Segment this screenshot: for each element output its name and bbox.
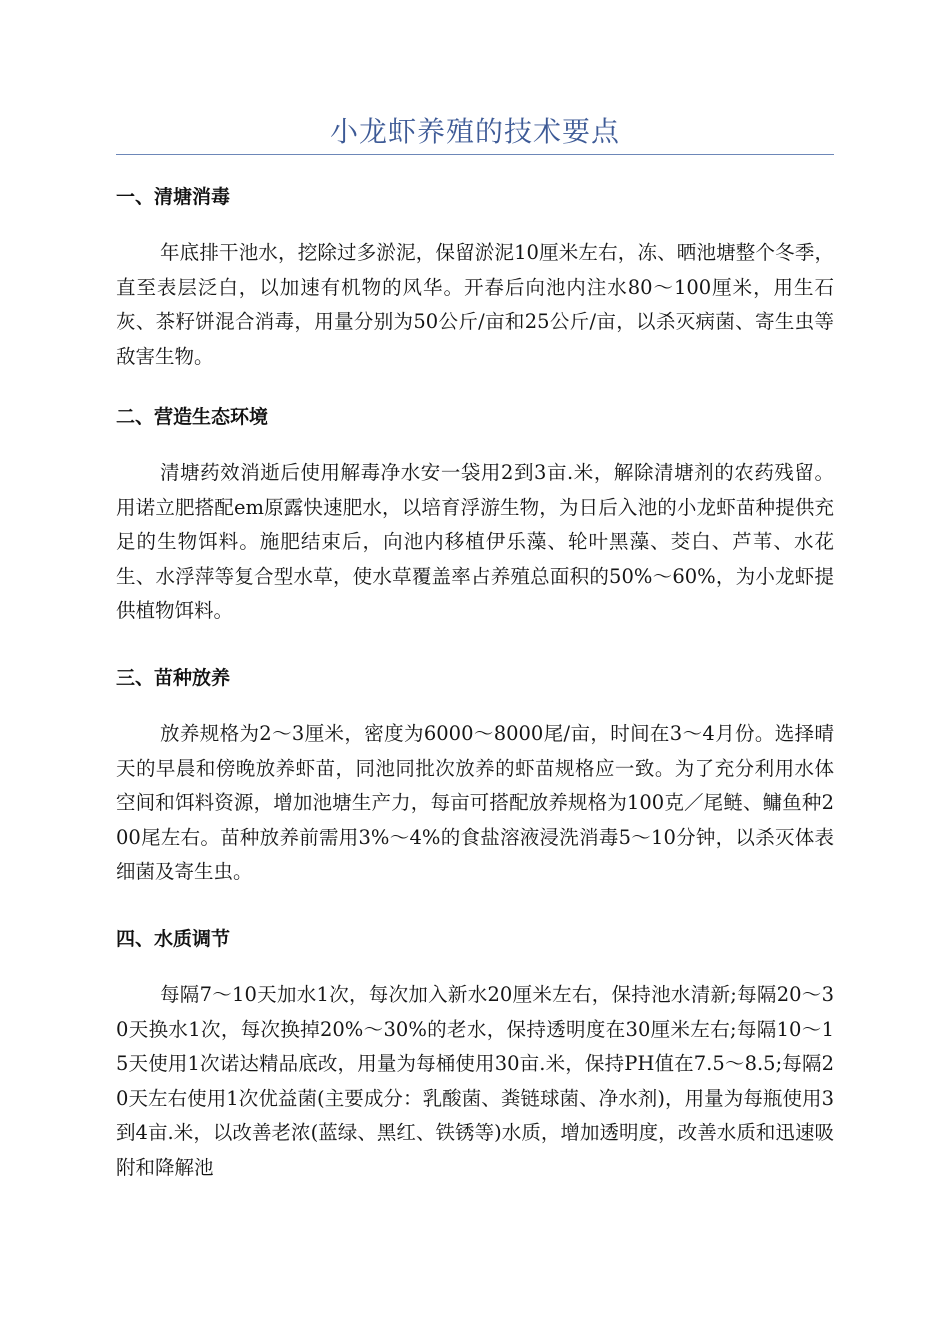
section-water-quality	[116, 926, 834, 1185]
section-heading: 四、水质调节	[116, 928, 231, 950]
section-heading: 一、清塘消毒	[116, 186, 231, 208]
document-title: 小龙虾养殖的技术要点	[329, 115, 620, 148]
section-heading: 二、营造生态环境	[116, 406, 269, 428]
section-stocking	[116, 665, 834, 890]
section-paragraph: 放养规格为2～3厘米，密度为6000～8000尾/亩，时间在3～4月份。选择晴天的早晨和傍晚放养虾苗，同池同批次放养的虾苗规格应一致。为了充分利用水体空间和饵料资源，增加池塘生产力，每亩可搭配放养规格为100克／尾鲢、鳙鱼种200尾左右。苗种放养前需用3%～4%的食盐溶液浸洗消毒5～10分钟，以杀灭体表细菌及寄生虫。	[116, 722, 834, 883]
title-underline	[116, 154, 834, 155]
section-cleaning	[116, 184, 834, 374]
section-heading: 三、苗种放养	[116, 667, 231, 689]
section-paragraph: 年底排干池水，挖除过多淤泥，保留淤泥10厘米左右，冻、晒池塘整个冬季，直至表层泛白，以加速有机物的风华。开春后向池内注水80～100厘米，用生石灰、茶籽饼混合消毒，用量分别为50公斤/亩和25公斤/亩，以杀灭病菌、寄生虫等敌害生物。	[116, 241, 834, 368]
section-paragraph: 每隔7～10天加水1次，每次加入新水20厘米左右，保持池水清新;每隔20～30天换水1次，每次换掉20%～30%的老水，保持透明度在30厘米左右;每隔10～15天使用1次诺达精品底改，用量为每桶使用30亩.米，保持PH值在7.5～8.5;每隔20天左右使用1次优益菌(主要成分：乳酸菌、粪链球菌、净水剂)，用量为每瓶使用3到4亩.米，以改善老浓(蓝绿、黑红、铁锈等)水质，增加透明度，改善水质和迅速吸附和降解池	[116, 983, 834, 1179]
section-ecology	[116, 404, 834, 629]
section-paragraph: 清塘药效消逝后使用解毒净水安一袋用2到3亩.米，解除清塘剂的农药残留。用诺立肥搭配em原露快速肥水，以培育浮游生物，为日后入池的小龙虾苗种提供充足的生物饵料。施肥结束后，向池内移植伊乐藻、轮叶黑藻、茭白、芦苇、水花生、水浮萍等复合型水草，使水草覆盖率占养殖总面积的50%～60%，为小龙虾提供植物饵料。	[116, 461, 834, 622]
